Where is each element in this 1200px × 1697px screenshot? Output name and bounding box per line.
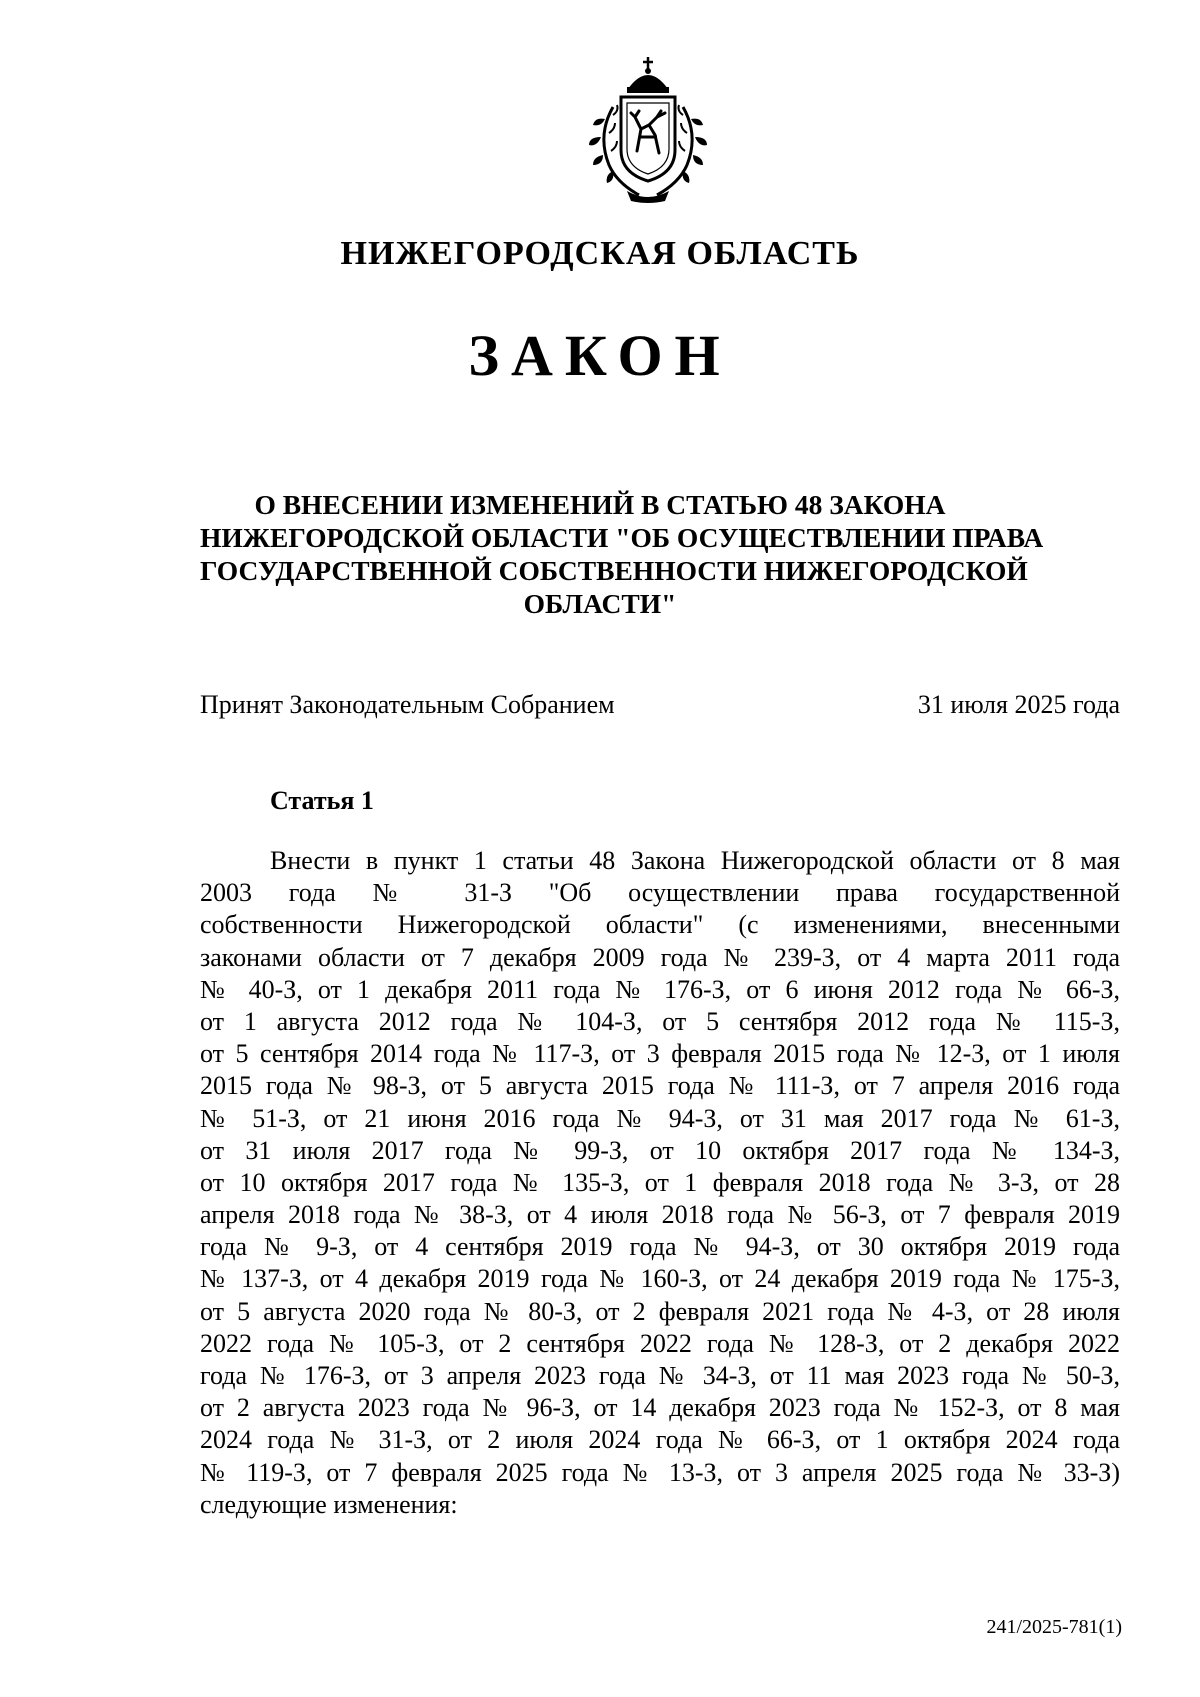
law-title-line: О ВНЕСЕНИИ ИЗМЕНЕНИЙ В СТАТЬЮ 48 ЗАКОНА bbox=[254, 489, 946, 520]
adoption-date: 31 июля 2025 года bbox=[917, 690, 1120, 719]
article-body bbox=[200, 845, 1120, 1521]
body-line: № 40-З, от 1 декабря 2011 года № 176-З, от 6 июня 2012 года № 66-З, bbox=[200, 974, 1120, 1004]
body-line: 2024 года № 31-З, от 2 июля 2024 года № 66-З, от 1 октября 2024 года bbox=[200, 1425, 1120, 1455]
coat-of-arms-icon bbox=[583, 55, 713, 205]
body-line: апреля 2018 года № 38-З, от 4 июля 2018 года № 56-З, от 7 февраля 2019 bbox=[200, 1200, 1120, 1230]
law-title bbox=[200, 488, 1044, 620]
body-line: от 1 августа 2012 года № 104-З, от 5 сентября 2012 года № 115-З, bbox=[200, 1006, 1120, 1036]
body-line: № 119-З, от 7 февраля 2025 года № 13-З, от 3 апреля 2025 года № 33-З) bbox=[200, 1457, 1120, 1487]
body-line: от 5 августа 2020 года № 80-З, от 2 февраля 2021 года № 4-З, от 28 июля bbox=[200, 1296, 1120, 1326]
body-line: от 31 июля 2017 года № 99-З, от 10 октября 2017 года № 134-З, bbox=[200, 1135, 1120, 1165]
law-title-line: ОБЛАСТИ" bbox=[523, 588, 677, 619]
body-line: № 137-З, от 4 декабря 2019 года № 160-З, от 24 декабря 2019 года № 175-З, bbox=[200, 1264, 1120, 1294]
body-line: 2015 года № 98-З, от 5 августа 2015 года № 111-З, от 7 апреля 2016 года bbox=[200, 1071, 1120, 1101]
body-line: от 10 октября 2017 года № 135-З, от 1 февраля 2018 года № 3-З, от 28 bbox=[200, 1167, 1120, 1197]
body-line: года № 9-З, от 4 сентября 2019 года № 94-З, от 30 октября 2019 года bbox=[200, 1232, 1120, 1262]
body-line: года № 176-З, от 3 апреля 2023 года № 34-З, от 11 мая 2023 года № 50-З, bbox=[200, 1361, 1120, 1390]
article-heading: Статья 1 bbox=[270, 786, 374, 815]
body-line: Внести в пункт 1 статьи 48 Закона Нижегородской области от 8 мая bbox=[270, 846, 1120, 875]
document-type: ЗАКОН bbox=[468, 323, 732, 388]
law-title-line: ГОСУДАРСТВЕННОЙ СОБСТВЕННОСТИ НИЖЕГОРОДСКОЙ bbox=[200, 555, 1028, 586]
body-line: следующие изменения: bbox=[200, 1489, 458, 1519]
body-line: № 51-З, от 21 июня 2016 года № 94-З, от 31 мая 2017 года № 61-З, bbox=[200, 1103, 1120, 1133]
body-line: законами области от 7 декабря 2009 года № 239-З, от 4 марта 2011 года bbox=[200, 942, 1120, 972]
region-title: НИЖЕГОРОДСКАЯ ОБЛАСТЬ bbox=[340, 235, 860, 272]
body-line: 2022 года № 105-З, от 2 сентября 2022 года № 128-З, от 2 декабря 2022 bbox=[200, 1328, 1120, 1358]
body-line: от 5 сентября 2014 года № 117-З, от 3 февраля 2015 года № 12-З, от 1 июля bbox=[200, 1039, 1120, 1069]
body-line: 2003 года № 31-З "Об осуществлении права государственной bbox=[200, 878, 1120, 908]
document-registration-number: 241/2025-781(1) bbox=[986, 1616, 1122, 1638]
adopted-by-label: Принят Законодательным Собранием bbox=[200, 690, 615, 719]
body-line: от 2 августа 2023 года № 96-З, от 14 декабря 2023 года № 152-З, от 8 мая bbox=[200, 1393, 1120, 1423]
body-line: собственности Нижегородской области" (с изменениями, внесенными bbox=[200, 910, 1120, 940]
law-title-line: НИЖЕГОРОДСКОЙ ОБЛАСТИ "ОБ ОСУЩЕСТВЛЕНИИ ПРАВА bbox=[200, 522, 1044, 553]
